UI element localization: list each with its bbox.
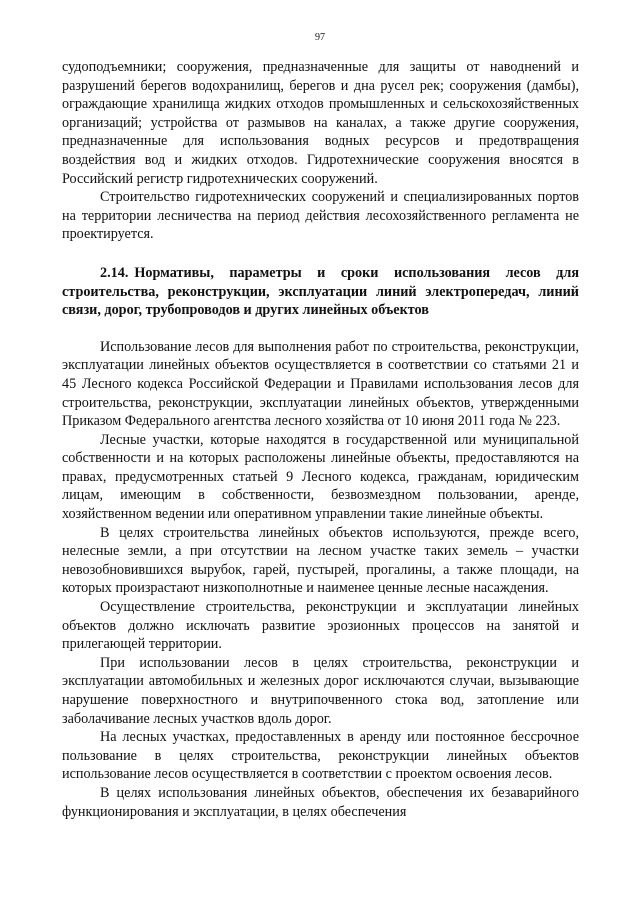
paragraph-intro-hydro-ports: Строительство гидротехнических сооружений и специализированных портов на территории лесничества на период действия лесохозяйственного регламента не проектируется. bbox=[62, 189, 579, 243]
section-heading bbox=[62, 264, 579, 320]
paragraph-intro-continuation: судоподъемники; сооружения, предназначенные для защиты от наводнений и разрушений берегов водохранилищ, берегов и дна русел рек; сооружения (дамбы), ограждающие хранилища жидких отходов промышленных и сельскохозяйственных организаций; устройства от размывов на каналах, а также другие сооружения, предназначенные для использования водных ресурсов и предотвращения воздействия вод и жидких отходов. Гидротехнические сооружения вносятся в Российский регистр гидротехнических сооружений. bbox=[62, 59, 579, 187]
paragraph: На лесных участках, предоставленных в аренду или постоянное бессрочное пользование в целях строительства, реконструкции линейных объектов использование лесов осуществляется в соответствии с проектом освоения лесов. bbox=[62, 729, 579, 783]
paragraph: Использование лесов для выполнения работ по строительства, реконструкции, эксплуатации линейных объектов осуществляется в соответствии со статьями 21 и 45 Лесного кодекса Российской Федерации и Правилами использования лесов для строительства, реконструкции, эксплуатации линейных объектов, утвержденными Приказом Федерального агентства лесного хозяйства от 10 июня 2011 года № 223. bbox=[62, 338, 579, 430]
paragraph: Осуществление строительства, реконструкции и эксплуатации линейных объектов должно исключать развитие эрозионных процессов на занятой и прилегающей территории. bbox=[62, 599, 579, 653]
section-number: 2.14. bbox=[100, 264, 129, 281]
paragraph: Лесные участки, которые находятся в государственной или муниципальной собственности и на которых расположены линейные объекты, предоставляются на правах, предусмотренных статьей 9 Лесного кодекса, гражданам, юридическим лицам, имеющим в собственности, безвозмездном пользовании, аренде, хозяйственном ведении или оперативном управлении такие линейные объекты. bbox=[62, 431, 579, 523]
section-title: Нормативы, параметры и сроки использования лесов для строительства, реконструкции, эксплуатации линий электропередач, линий связи, дорог, трубопроводов и других линейных объектов bbox=[62, 264, 579, 319]
paragraph: При использовании лесов в целях строительства, реконструкции и эксплуатации автомобильных и железных дорог исключаются случаи, вызывающие нарушение поверхностного и внутрипочвенного стока вод, затопление или заболачивание лесных участков вдоль дорог. bbox=[62, 654, 579, 727]
paragraph: В целях строительства линейных объектов используются, прежде всего, нелесные земли, а при отсутствии на лесном участке таких земель – участки невозобновившихся вырубок, гарей, пустырей, прогалины, а также площади, на которых произрастают низкополнотные и наименее ценные лесные насаждения. bbox=[62, 524, 579, 597]
page-number: 97 bbox=[315, 32, 325, 43]
document-body bbox=[62, 58, 579, 821]
paragraph: В целях использования линейных объектов, обеспечения их безаварийного функционирования и эксплуатации, в целях обеспечения bbox=[62, 784, 579, 820]
